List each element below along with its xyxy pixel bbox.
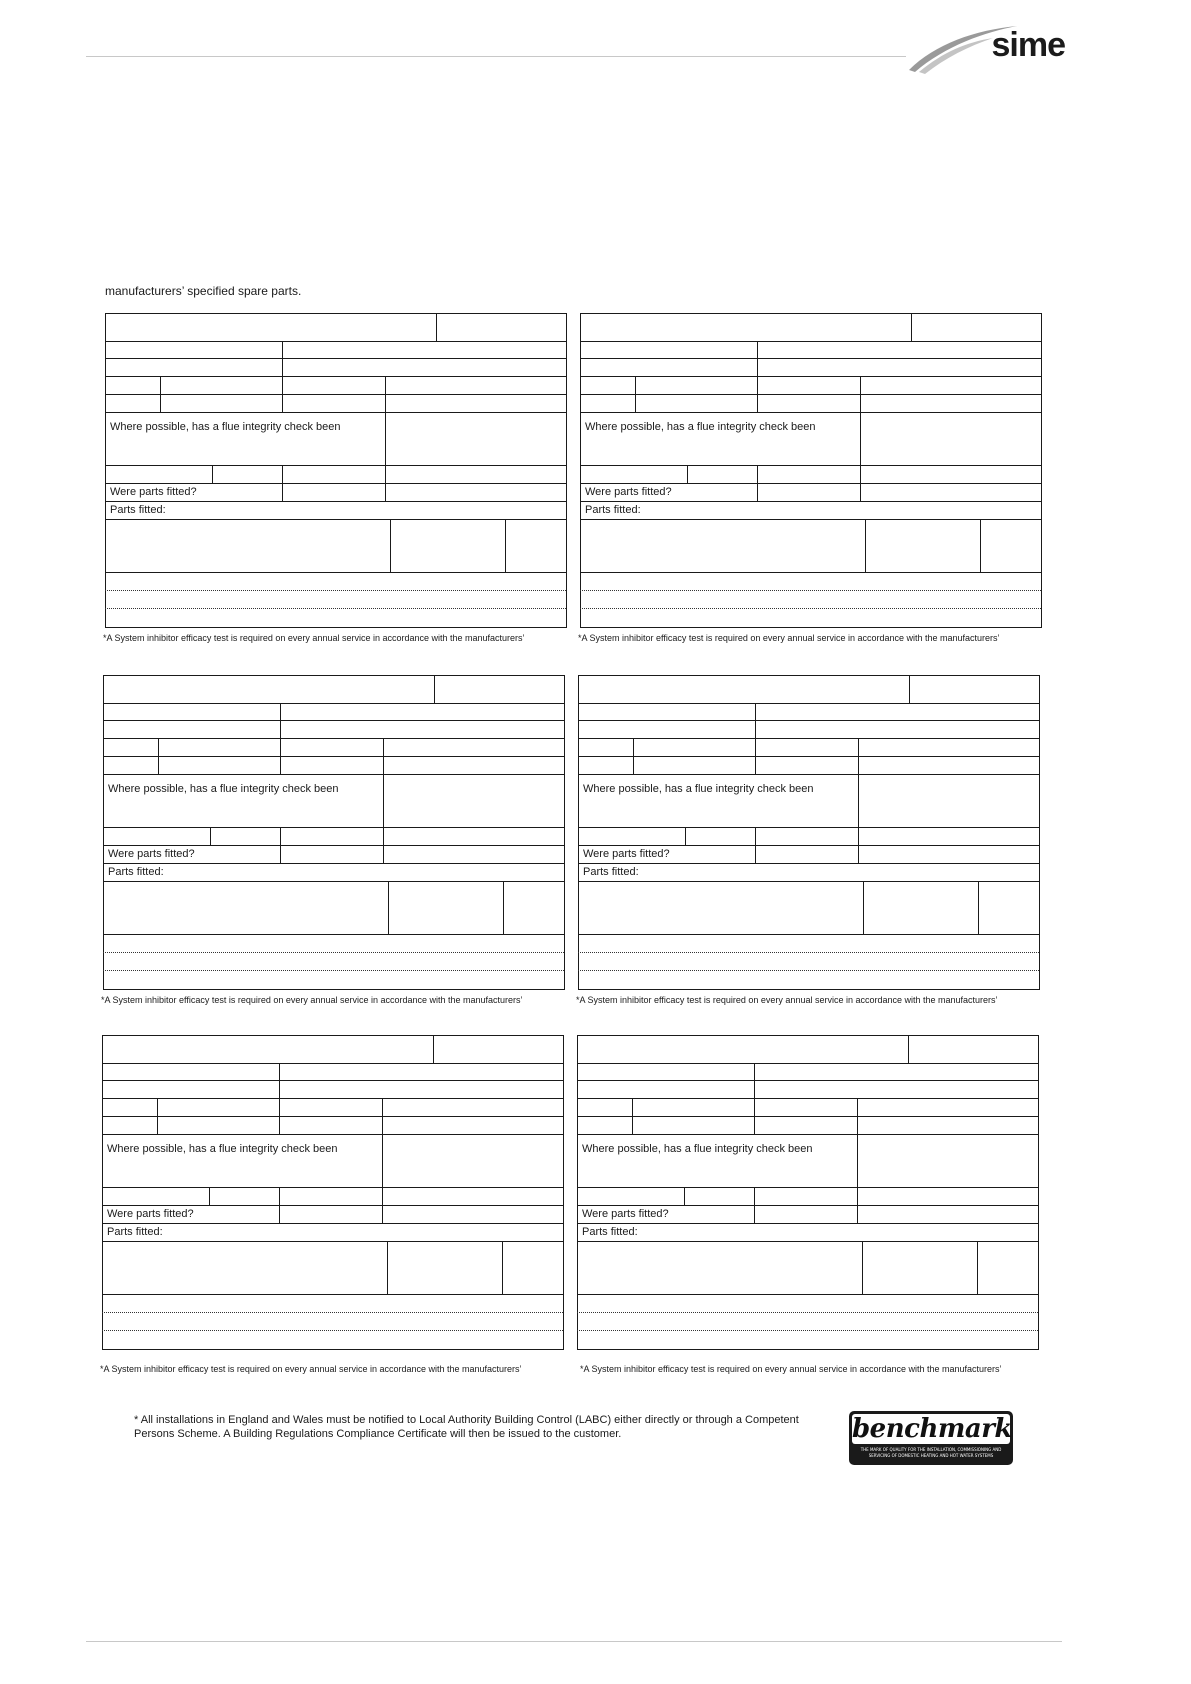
inhibitor-note: *A System inhibitor efficacy test is required on every annual service in accordance with the manufacturers’ bbox=[103, 633, 525, 643]
record-frame bbox=[102, 1035, 564, 1350]
flue-check-label: Where possible, has a flue integrity check been bbox=[582, 1143, 813, 1155]
parts-fitted-label: Parts fitted: bbox=[110, 504, 166, 516]
flue-check-label: Where possible, has a flue integrity check been bbox=[585, 421, 816, 433]
record-frame bbox=[580, 313, 1042, 628]
parts-fitted-question: Were parts fitted? bbox=[585, 486, 672, 498]
parts-fitted-question: Were parts fitted? bbox=[107, 1208, 194, 1220]
parts-fitted-question: Were parts fitted? bbox=[582, 1208, 669, 1220]
service-record-2 bbox=[578, 313, 1042, 643]
service-record-4 bbox=[576, 675, 1040, 1005]
inhibitor-note: *A System inhibitor efficacy test is required on every annual service in accordance with the manufacturers’ bbox=[100, 1364, 522, 1374]
service-record-1 bbox=[103, 313, 567, 643]
intro-text: manufacturers’ specified spare parts. bbox=[105, 284, 302, 298]
parts-fitted-question: Were parts fitted? bbox=[108, 848, 195, 860]
parts-fitted-question: Were parts fitted? bbox=[110, 486, 197, 498]
footer-rule bbox=[86, 1641, 1062, 1642]
parts-fitted-question: Were parts fitted? bbox=[583, 848, 670, 860]
flue-check-label: Where possible, has a flue integrity check been bbox=[107, 1143, 338, 1155]
flue-check-label: Where possible, has a flue integrity check been bbox=[108, 783, 339, 795]
inhibitor-note: *A System inhibitor efficacy test is required on every annual service in accordance with the manufacturers’ bbox=[576, 995, 998, 1005]
header-rule bbox=[86, 56, 906, 57]
parts-fitted-label: Parts fitted: bbox=[107, 1226, 163, 1238]
parts-fitted-label: Parts fitted: bbox=[108, 866, 164, 878]
brand-name: sime bbox=[991, 26, 1065, 64]
benchmark-logo bbox=[849, 1411, 1013, 1465]
labc-note: * All installations in England and Wales must be notified to Local Authority Building Control (LABC) either directly or through a Competent Persons Scheme. A Building Regulations Compliance Certificate will then be issued to the customer. bbox=[134, 1414, 799, 1440]
parts-fitted-label: Parts fitted: bbox=[585, 504, 641, 516]
record-frame bbox=[105, 313, 567, 628]
service-record-6 bbox=[577, 1035, 1039, 1374]
benchmark-subline: THE MARK OF QUALITY FOR THE INSTALLATION, COMMISSIONING AND SERVICING OF DOMESTIC HEATING AND HOT WATER SYSTEMS bbox=[860, 1447, 1002, 1458]
sime-logo bbox=[905, 22, 1065, 74]
flue-check-label: Where possible, has a flue integrity check been bbox=[583, 783, 814, 795]
parts-fitted-label: Parts fitted: bbox=[583, 866, 639, 878]
parts-fitted-label: Parts fitted: bbox=[582, 1226, 638, 1238]
record-frame bbox=[577, 1035, 1039, 1350]
inhibitor-note: *A System inhibitor efficacy test is required on every annual service in accordance with the manufacturers’ bbox=[578, 633, 1000, 643]
benchmark-wordmark: benchmark bbox=[852, 1414, 1012, 1444]
record-frame bbox=[103, 675, 565, 990]
inhibitor-note: *A System inhibitor efficacy test is required on every annual service in accordance with the manufacturers’ bbox=[101, 995, 523, 1005]
flue-check-label: Where possible, has a flue integrity check been bbox=[110, 421, 341, 433]
inhibitor-note: *A System inhibitor efficacy test is required on every annual service in accordance with the manufacturers’ bbox=[580, 1364, 1002, 1374]
service-record-3 bbox=[101, 675, 565, 1005]
service-record-5 bbox=[100, 1035, 564, 1374]
record-frame bbox=[578, 675, 1040, 990]
